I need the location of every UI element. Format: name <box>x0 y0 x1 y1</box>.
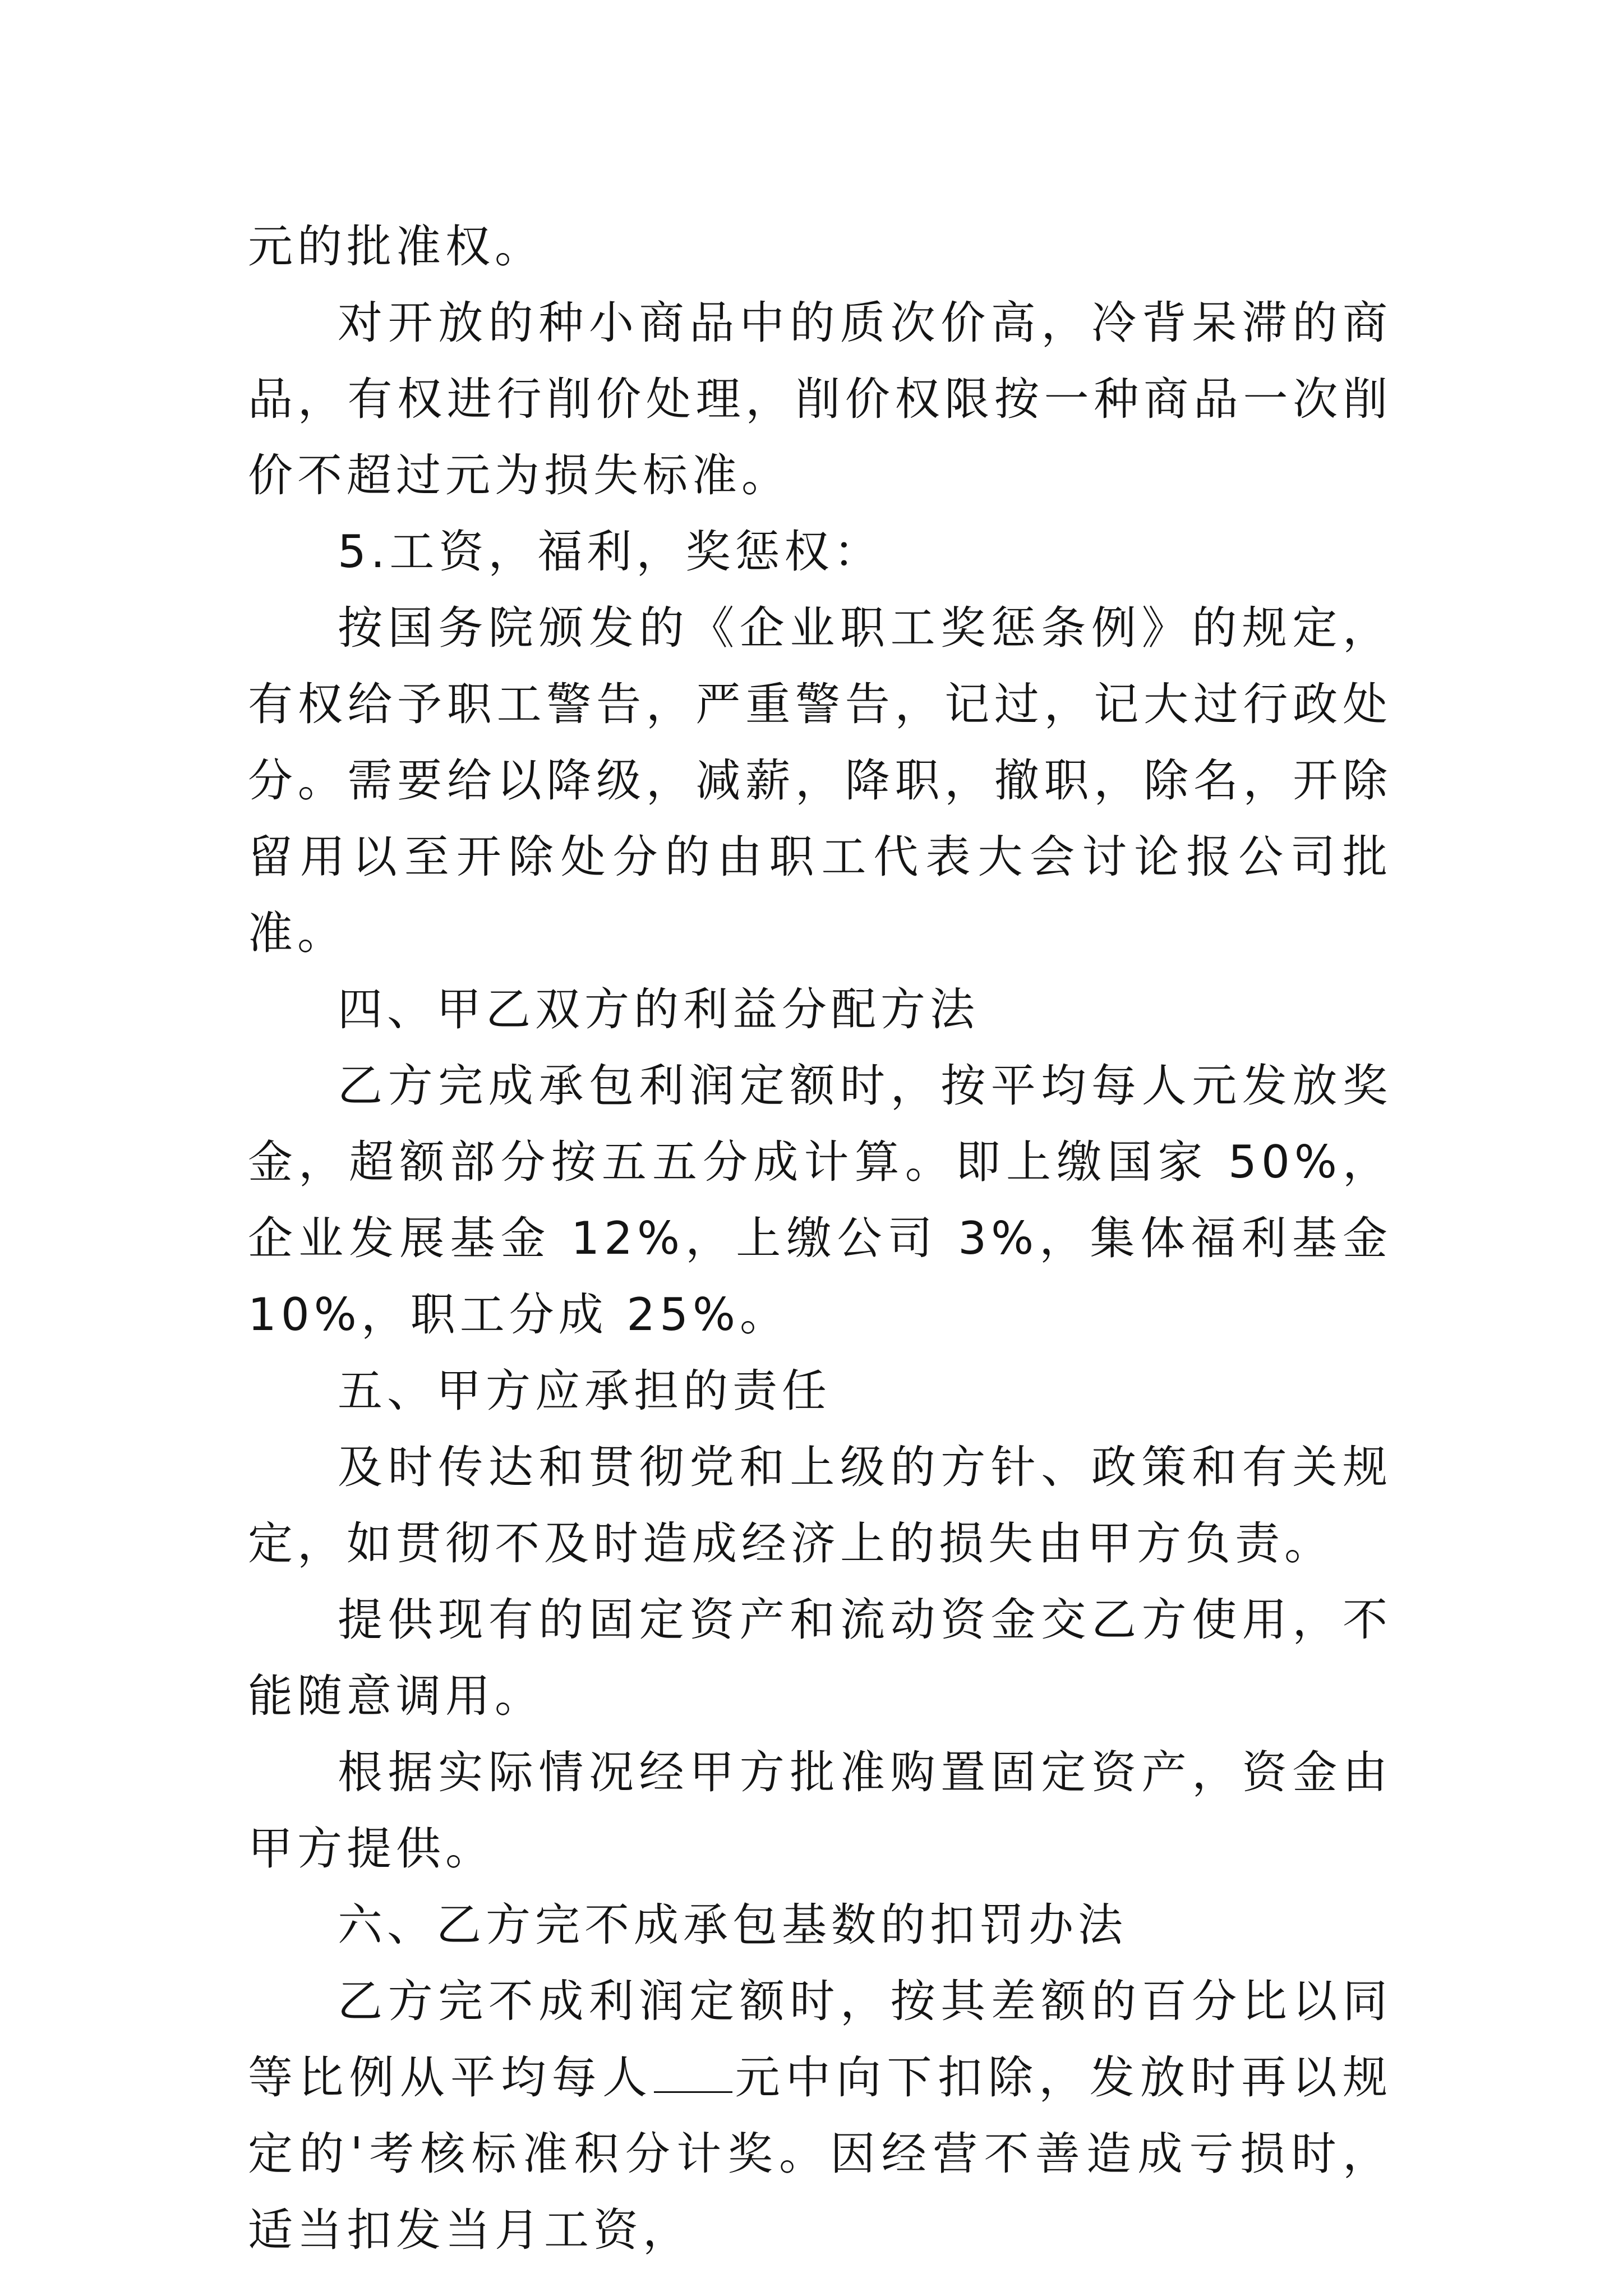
paragraph-profit-distribution: 乙方完成承包利润定额时，按平均每人元发放奖金，超额部分按五五分成计算。即上缴国家 50%，企业发展基金 12%，上缴公司 3%，集体福利基金 10%，职工分成 25%。 <box>248 1060 1392 1341</box>
section-heading-four: 四、甲乙双方的利益分配方法 <box>338 983 979 1036</box>
paragraph-penalty-method <box>248 1963 1392 2269</box>
section-heading-six: 六、乙方完不成承包基数的扣罚办法 <box>338 1899 1127 1951</box>
penalty-text-after-blank: 元中向下扣除，发放时再以规定的'考核标准积分计奖。因经营不善造成亏损时，适当扣发当月工资， <box>248 2051 1393 2256</box>
paragraph-approval-authority: 元的批准权。 <box>248 220 544 273</box>
fill-in-blank <box>654 2052 732 2093</box>
paragraph-policy-responsibility: 及时传达和贯彻党和上级的方针、政策和有关规定，如贯彻不及时造成经济上的损失由甲方负责。 <box>248 1441 1392 1570</box>
paragraph-rewards-penalties: 按国务院颁发的《企业职工奖惩条例》的规定，有权给予职工警告，严重警告，记过，记大过行政处分。需要给以降级，减薪，降职，撤职，除名，开除留用以至开除处分的由职工代表大会讨论报公司批准。 <box>248 602 1392 959</box>
paragraph-fixed-assets: 提供现有的固定资产和流动资金交乙方使用，不能随意调用。 <box>248 1594 1392 1722</box>
paragraph-asset-purchase: 根据实际情况经甲方批准购置固定资产，资金由甲方提供。 <box>248 1746 1392 1875</box>
paragraph-price-reduction: 对开放的种小商品中的质次价高，冷背呆滞的商品，有权进行削价处理，削价权限按一种商品一次削价不超过元为损失标准。 <box>248 297 1392 501</box>
document-body <box>248 209 1392 2269</box>
heading-wage-welfare: 5.工资，福利，奖惩权： <box>338 526 883 578</box>
penalty-text-before-blank: 乙方完不成利润定额时，按其差额的百分比以同等比例从平均每人 <box>248 1975 1392 2104</box>
section-heading-five: 五、甲方应承担的责任 <box>338 1365 831 1417</box>
